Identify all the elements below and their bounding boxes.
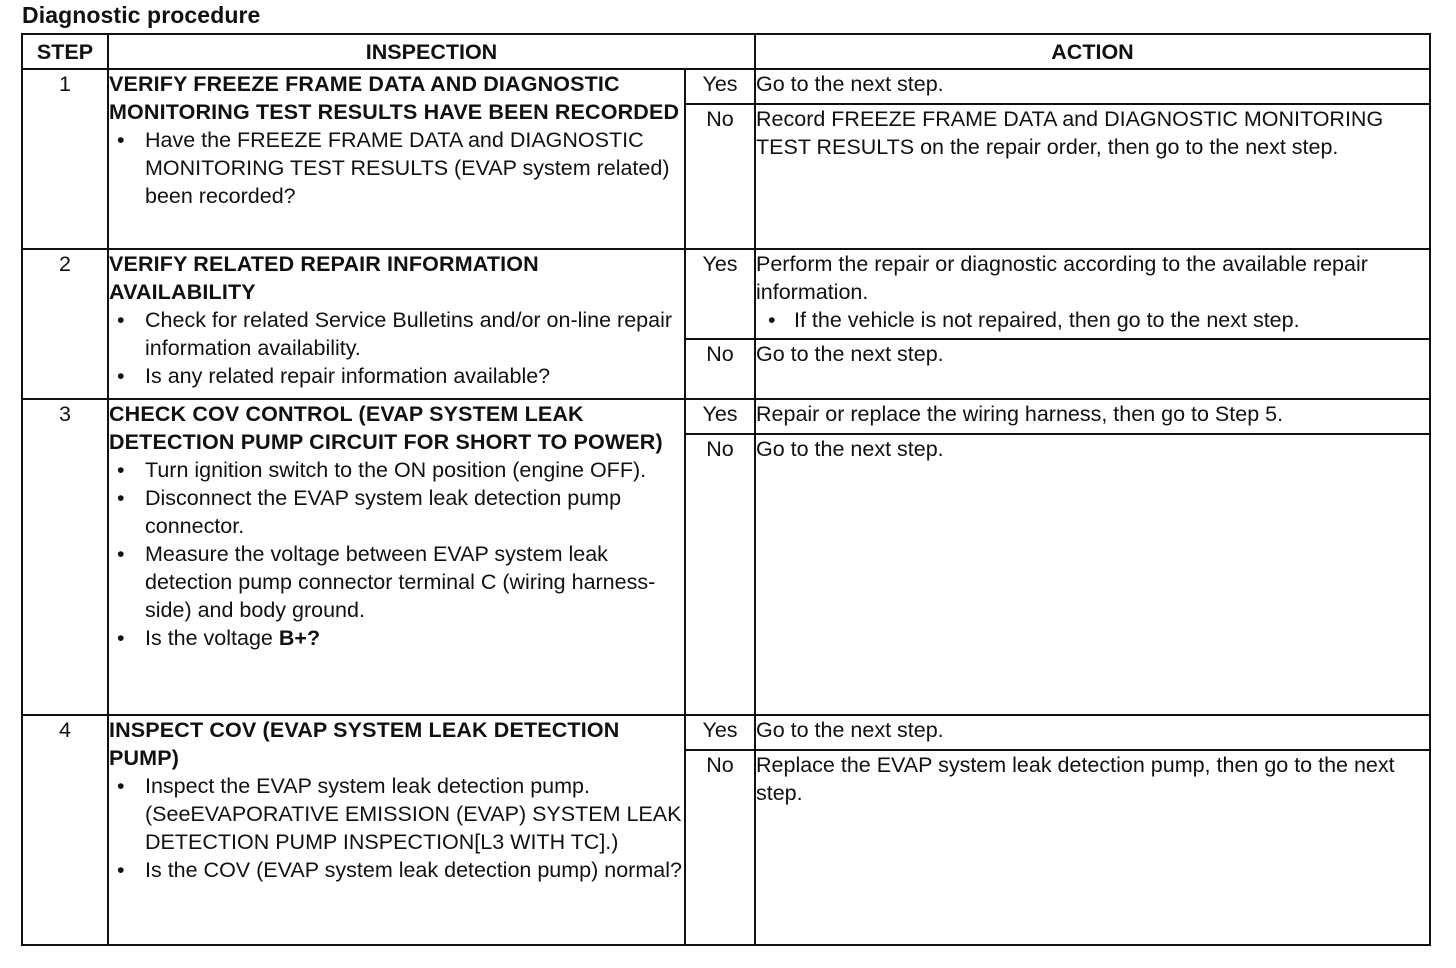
inspection-bullets [109, 306, 684, 390]
inspection-cell [108, 399, 685, 715]
list-item: • Check for related Service Bulletins and/or on-line repair information availability. [145, 306, 684, 362]
inspection-title: CHECK COV CONTROL (EVAP SYSTEM LEAK DETECTION PUMP CIRCUIT FOR SHORT TO POWER) [109, 402, 663, 454]
step-number: 4 [22, 715, 108, 945]
inspection-bullets [109, 456, 684, 652]
table-row [22, 399, 1430, 434]
no-label: No [685, 750, 755, 945]
list-item: • Inspect the EVAP system leak detection pump. (SeeEVAPORATIVE EMISSION (EVAP) SYSTEM LEAK DETECTION PUMP INSPECTION[L3 WITH TC].) [145, 772, 684, 856]
list-item: • Is any related repair information available? [145, 362, 684, 390]
yes-action: Repair or replace the wiring harness, then go to Step 5. [755, 399, 1430, 434]
table-row [22, 249, 1430, 339]
yes-action: Go to the next step. [755, 715, 1430, 750]
bullet-text: Is the voltage [145, 626, 279, 650]
list-item: • Turn ignition switch to the ON position (engine OFF). [145, 456, 684, 484]
page-title: Diagnostic procedure [22, 2, 261, 28]
yes-action-cell [755, 249, 1430, 339]
table-row [22, 69, 1430, 104]
step-number: 3 [22, 399, 108, 715]
no-label: No [685, 104, 755, 249]
step-number: 2 [22, 249, 108, 399]
voltage-emphasis: B+? [278, 626, 321, 650]
table-header-row [22, 34, 1430, 69]
action-bullets [756, 306, 1429, 334]
no-action: Go to the next step. [755, 434, 1430, 715]
inspection-title: VERIFY RELATED REPAIR INFORMATION AVAILABILITY [109, 252, 539, 304]
list-item: • Have the FREEZE FRAME DATA and DIAGNOSTIC MONITORING TEST RESULTS (EVAP system related) been recorded? [145, 126, 684, 210]
no-label: No [685, 434, 755, 715]
list-item: • If the vehicle is not repaired, then go to the next step. [794, 306, 1429, 334]
no-action: Replace the EVAP system leak detection pump, then go to the next step. [755, 750, 1430, 945]
table-row [22, 715, 1430, 750]
inspection-bullets [109, 772, 684, 884]
header-step: STEP [22, 34, 108, 69]
inspection-cell [108, 715, 685, 945]
no-action: Go to the next step. [755, 339, 1430, 399]
list-item: • Measure the voltage between EVAP system leak detection pump connector terminal C (wiring harness-side) and body ground. [145, 540, 684, 624]
no-action: Record FREEZE FRAME DATA and DIAGNOSTIC MONITORING TEST RESULTS on the repair order, then go to the next step. [755, 104, 1430, 249]
yes-label: Yes [685, 69, 755, 104]
step-number: 1 [22, 69, 108, 249]
list-item: • Is the COV (EVAP system leak detection pump) normal? [145, 856, 684, 884]
inspection-cell [108, 249, 685, 399]
yes-label: Yes [685, 249, 755, 339]
inspection-title: INSPECT COV (EVAP SYSTEM LEAK DETECTION PUMP) [109, 718, 620, 770]
inspection-title: VERIFY FREEZE FRAME DATA AND DIAGNOSTIC MONITORING TEST RESULTS HAVE BEEN RECORDED [109, 72, 680, 124]
header-action: ACTION [755, 34, 1430, 69]
inspection-bullets [109, 126, 684, 210]
yes-action: Go to the next step. [755, 69, 1430, 104]
diagnostic-procedure-table [21, 33, 1431, 946]
header-inspection: INSPECTION [108, 34, 755, 69]
list-item: • Disconnect the EVAP system leak detection pump connector. [145, 484, 684, 540]
no-label: No [685, 339, 755, 399]
yes-label: Yes [685, 399, 755, 434]
list-item [145, 624, 684, 652]
inspection-cell [108, 69, 685, 249]
yes-action: Perform the repair or diagnostic according to the available repair information. [756, 252, 1368, 304]
yes-label: Yes [685, 715, 755, 750]
